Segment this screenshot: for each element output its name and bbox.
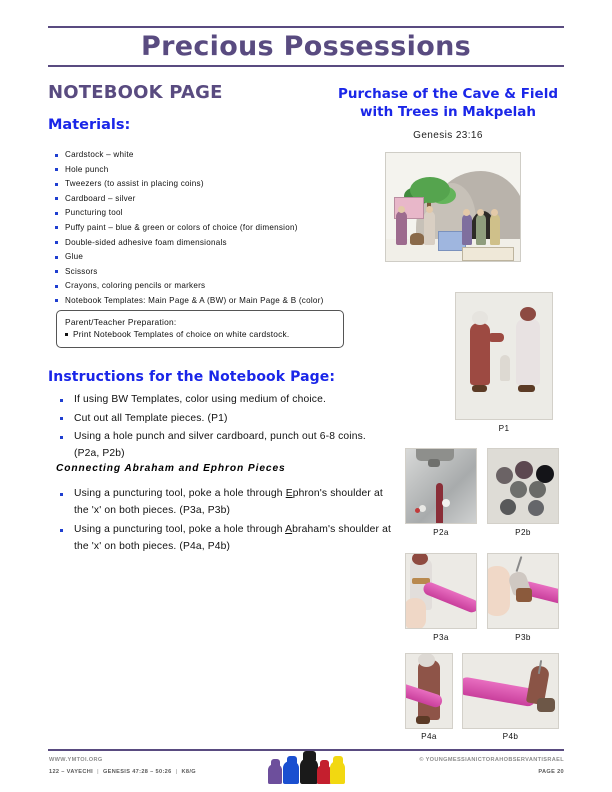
photo-figure-foot	[472, 385, 487, 392]
photo-figure-foot	[416, 716, 430, 724]
photo-silver-coin	[529, 481, 546, 498]
photo-figure-ephron-head	[520, 307, 536, 321]
photo-caption-p2a: P2a	[433, 528, 449, 537]
subheading-connecting-pieces: Connecting Abraham and Ephron Pieces	[56, 463, 286, 474]
list-item: Puncturing tool	[54, 206, 384, 221]
photo-caption-p3b: P3b	[515, 633, 531, 642]
list-item: Cardstock – white	[54, 148, 384, 163]
header-rule-bottom	[48, 65, 564, 67]
instruction-text-post: phron's shoulder at the 'x' on both pieces. (P3a, P3b)	[74, 488, 383, 516]
list-item: Notebook Templates: Main Page & A (BW) or Main Page & B (color)	[54, 294, 384, 309]
list-item: Using a hole punch and silver cardboard, punch out 6-8 coins. (P2a, P2b)	[58, 429, 388, 462]
footer-left	[49, 755, 196, 778]
list-item	[58, 522, 398, 555]
photo-p2a	[405, 448, 477, 524]
illustration-figure-witness	[462, 214, 472, 245]
list-item: Cut out all Template pieces. (P1)	[58, 411, 388, 428]
photo-figure-hand-piece	[537, 698, 555, 712]
illustration-figure-head	[491, 209, 498, 216]
instruction-text-post: braham's shoulder at the 'x' on both pieces. (P4a, P4b)	[74, 524, 391, 552]
footer-page-number: PAGE 20	[538, 768, 564, 775]
photo-p3a	[405, 553, 477, 629]
instructions-list	[58, 392, 388, 464]
logo-figure-red	[317, 765, 331, 784]
illustration-money-bags	[410, 233, 424, 245]
illustration-figure-abraham	[396, 211, 407, 245]
materials-heading: Materials:	[48, 117, 131, 133]
instruction-text-pre: Using a puncturing tool, poke a hole through	[74, 488, 286, 499]
illustration-figure-ephron	[424, 211, 435, 245]
instructions-heading: Instructions for the Notebook Page:	[48, 369, 336, 385]
footer-copyright: © YOUNGMESSIANICTORAHOBSERVANTISRAEL	[419, 757, 564, 763]
list-item: Crayons, coloring pencils or markers	[54, 279, 384, 294]
footer-separator: |	[97, 768, 99, 775]
photo-hand	[487, 566, 510, 616]
lesson-title	[326, 86, 570, 121]
illustration-figure-witness	[490, 214, 500, 245]
photo-punched-coin	[442, 499, 450, 507]
photo-silver-coin	[510, 481, 527, 498]
logo-figure-purple	[268, 764, 282, 784]
footer-grade: K8/G	[181, 768, 196, 775]
footer-scripture: GENESIS 47:28 – 50:26	[102, 768, 172, 775]
page-title: Precious Possessions	[141, 31, 471, 62]
footer-lesson-number: 122 – VAYECHI	[49, 768, 94, 775]
footer-lesson-info	[49, 767, 196, 779]
photo-hole-punch-neck	[428, 459, 440, 467]
photo-figure-abraham-head	[472, 311, 488, 325]
prep-item: Print Notebook Templates of choice on white cardstock.	[65, 328, 335, 341]
photo-caption-p3a: P3a	[433, 633, 449, 642]
footer-separator: |	[175, 768, 178, 775]
photo-silver-coin	[528, 500, 544, 516]
list-item: If using BW Templates, color using medium of choice.	[58, 392, 388, 409]
cave-of-makpelah-illustration	[385, 152, 521, 262]
list-item: Cardboard – silver	[54, 192, 384, 207]
photo-p2b	[487, 448, 559, 524]
prep-title: Parent/Teacher Preparation:	[65, 317, 177, 327]
photo-caption-p1: P1	[498, 424, 510, 433]
parent-teacher-preparation-box	[56, 310, 344, 348]
photo-p4a	[405, 653, 453, 729]
list-item: Double-sided adhesive foam dimensionals	[54, 236, 384, 251]
photo-figure-ephron-robe	[516, 319, 540, 385]
logo-figure-purple-head	[271, 759, 280, 766]
instruction-text-underline: A	[285, 524, 293, 535]
photo-silver-coin	[515, 461, 533, 479]
illustration-figure-head	[398, 206, 405, 213]
footer-website[interactable]: WWW.YMTOI.ORG	[49, 757, 103, 763]
photo-figure-hand-piece	[516, 588, 532, 602]
lesson-title-line2: with Trees in Makpelah	[360, 103, 536, 120]
photo-p1	[455, 292, 553, 420]
section-label-notebook-page: NOTEBOOK PAGE	[48, 82, 223, 103]
photo-figure-arm-piece	[488, 333, 504, 342]
list-item: Puffy paint – blue & green or colors of choice (for dimension)	[54, 221, 384, 236]
photo-p3b	[487, 553, 559, 629]
materials-list	[54, 148, 384, 309]
instruction-text-underline: E	[285, 488, 293, 499]
photo-figure-foot	[518, 385, 535, 392]
illustration-figure-head	[477, 209, 484, 216]
ymtoi-logo	[268, 750, 346, 786]
illustration-figure-head	[463, 209, 470, 216]
photo-debris	[415, 508, 420, 513]
illustration-figure-witness	[476, 214, 486, 245]
photo-caption-p2b: P2b	[515, 528, 531, 537]
illustration-hebrew-caption-strip	[462, 247, 514, 261]
photo-puncturing-tool	[462, 676, 537, 707]
list-item: Hole punch	[54, 163, 384, 178]
list-item: Glue	[54, 250, 384, 265]
logo-figure-blue-head	[287, 756, 297, 763]
photo-caption-p4a: P4a	[421, 732, 437, 741]
photo-needle-point	[516, 556, 523, 572]
photo-silver-coin	[496, 467, 513, 484]
photo-figure-abraham-robe	[470, 323, 490, 385]
photo-p4b	[462, 653, 559, 729]
page-header	[48, 26, 564, 67]
logo-figure-black	[300, 758, 318, 784]
logo-figure-blue	[283, 761, 299, 784]
lesson-verse-reference: Genesis 23:16	[413, 130, 483, 141]
lesson-title-line1: Purchase of the Cave & Field	[338, 86, 558, 102]
photo-caption-p4b: P4b	[502, 732, 519, 741]
logo-figure-yellow-head	[333, 756, 343, 763]
footer-right	[419, 755, 564, 778]
logo-figure-yellow	[330, 761, 345, 784]
photo-punched-coin	[419, 505, 426, 512]
photo-figure-head	[418, 653, 435, 667]
photo-silver-coin	[500, 499, 516, 515]
logo-figure-red-head	[320, 760, 329, 767]
list-item: Scissors	[54, 265, 384, 280]
photo-hand	[405, 598, 426, 629]
logo-figure-black-head	[303, 751, 316, 760]
instruction-text-pre: Using a puncturing tool, poke a hole through	[74, 524, 286, 535]
instructions-list-connecting	[58, 486, 398, 558]
list-item	[58, 486, 398, 519]
list-item: Tweezers (to assist in placing coins)	[54, 177, 384, 192]
photo-figure-small-piece	[500, 355, 510, 381]
illustration-figure-head	[426, 206, 433, 213]
